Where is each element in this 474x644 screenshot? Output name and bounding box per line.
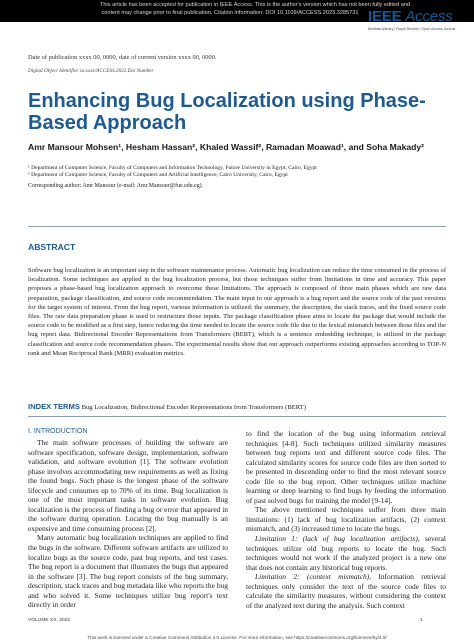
author-list: Amr Mansour Mohsen¹, Hesham Hassan², Khaled Wassif², Ramadan Moawad¹, and Soha Makady² <box>28 142 425 152</box>
paragraph: Many automatic bug localization techniques are applied to find the bugs in the software. Different software artifacts are utilized to localize bugs as the source code, past bug reports, and test cases. The bug report is a document that illustrates the bugs that appeared in the software [3]. The bug report consists of the bug summary, description, stack traces and bug metadata like who reports the bug and who solved it. Some techniques utilize bug report's text directly in order <box>28 533 228 610</box>
paper-title: Enhancing Bug Localization using Phase-Based Approach <box>28 90 426 134</box>
affiliation-2: ² Department of Computer Science, Faculty of Computers and Artificial Intelligence, Cairo University, Cairo, Egypt <box>28 172 288 178</box>
divider <box>28 226 446 227</box>
right-column <box>246 429 446 610</box>
banner-line-2: content may change prior to final publication. Citation information: DOI 10.1109/ACCESS.2023.3285731 <box>101 10 359 16</box>
paragraph: The main software processes of building the software are software specification, software design, implementation, software validation, and software evolution [1]. The software evolution phase involves accommodating new requirements as well as fixing the found bugs. Such phase is the longest phase of the software lifecycle and consumes up to 70% of its time. Bug localization is one of the most important tasks in software evolution. Bug localization is the process of finding a bug or error that appeared in the software during operation. Locating the bug manually is an expensive and time consuming process [2]. <box>28 438 228 533</box>
abstract-text: Software bug localization is an important step in the software maintenance process. Automatic bug localization can reduce the time consumed in the process of localization. Some techniques are applied in the bug localization process, but those techniques suffer from limitations in time and accuracy. This paper proposes a phase-based bug localization approach to overcome these limitations. The approach is composed of three main phases which are raw data preparation, package classification, and source code recommendation. The main input to our approach is a bug report and the source code of the past versions for the target system of interest. From the bug report, various information is utilized: the summary, the description, the stack traces, and the fixed source code files. The raw data preparation phase is used to restructure those inputs. The package classification phase aims to locate the package that would include the source code to be modified as a first step, hence reducing the time needed to locate the source code file due to the lexical mismatch between those files and the bug report data. Bidirectional Encoder Representations from Transformers (BERT), which is a sentence embedding technique, is utilized in the package classification and source code recommendation phases. The experimental results show that our approach outperforms existing approaches according to TOP-N rank and Mean Reciprocal Rank (MRR) evaluation metrics. <box>28 267 446 357</box>
publication-date: Date of publication xxxx 00, 0000, date of current version xxxx 00, 0000. <box>28 54 217 61</box>
index-terms-text: Bug Localization, Bidirectional Encoder Representations from Transformers (BERT) <box>81 404 307 411</box>
doi-line: Digital Object Identifier xx.xxxx/ACCESS.2022.Doi Number <box>28 68 154 74</box>
limitation-text: , Information retrieval techniques only consider the text of the source code files to calculate the similarity measures, without considering the context of the analyzed text during the analysis. Such context <box>246 572 446 610</box>
limitation-text: , several techniques utilize old bug reports to locate the bug. Such techniques would not work if the analyzed project is a new one that does not contain any historical bug reports. <box>246 534 447 572</box>
limitation-2 <box>246 572 446 610</box>
left-column <box>28 438 228 610</box>
limitation-label: Limitation 1: <box>255 534 298 544</box>
limitation-name: (lack of bug localization artifacts) <box>302 534 418 544</box>
section-heading: I. INTRODUCTION <box>28 428 88 435</box>
corresponding-author: Corresponding author: Amr Mansour (e-mail: Amr.Mansour@fue.edu.eg). <box>28 183 204 189</box>
paragraph: to find the location of the bug using information retrieval techniques [4-8]. Such techniques utilized similarity measures between bug reports text and different source code files. The calculated similarity scores for source code files are then sorted to be presented in descending order to find the most relevant source code file to the bug report. Other techniques utilize machine learning or deep learning to find bugs by feeding the information of past solved bugs for training the model [9-14]. <box>246 429 446 505</box>
paragraph: The above mentioned techniques suffer from three main limitations: (1) lack of bug localization artifacts, (2) context mismatch, and (3) increased time to locate the bugs. <box>246 505 446 534</box>
limitation-1 <box>246 534 446 572</box>
ieee-access-logo[interactable] <box>368 8 453 25</box>
limitation-label: Limitation 2: <box>255 572 300 582</box>
abstract-heading: ABSTRACT <box>28 242 76 252</box>
index-terms <box>28 402 448 411</box>
limitation-name: (context mismatch) <box>306 572 370 582</box>
affiliation-1: ¹ Department of Computer Science, Faculty of Computers and Information Technology, Future University in Egypt, Cairo, Egypt <box>28 165 317 171</box>
banner-line-1: This article has been accepted for publication in IEEE Access. This is the author's version which has not been fully edited and <box>100 2 411 8</box>
logo-tagline: Multidisciplinary | Rapid Review | Open Access Journal <box>368 27 456 31</box>
logo-word: Access <box>405 8 453 25</box>
divider <box>28 416 446 417</box>
page-number: 1 <box>420 618 423 623</box>
volume-label: VOLUME XX, 2022 <box>28 618 71 623</box>
index-terms-label: INDEX TERMS <box>28 402 80 411</box>
logo-brand: IEEE <box>368 8 402 25</box>
license-footer: This work is licensed under a Creative Commons Attribution 4.0 License. For more information, see https://creativecommons.org/licenses/by/4.0/ <box>87 635 387 640</box>
